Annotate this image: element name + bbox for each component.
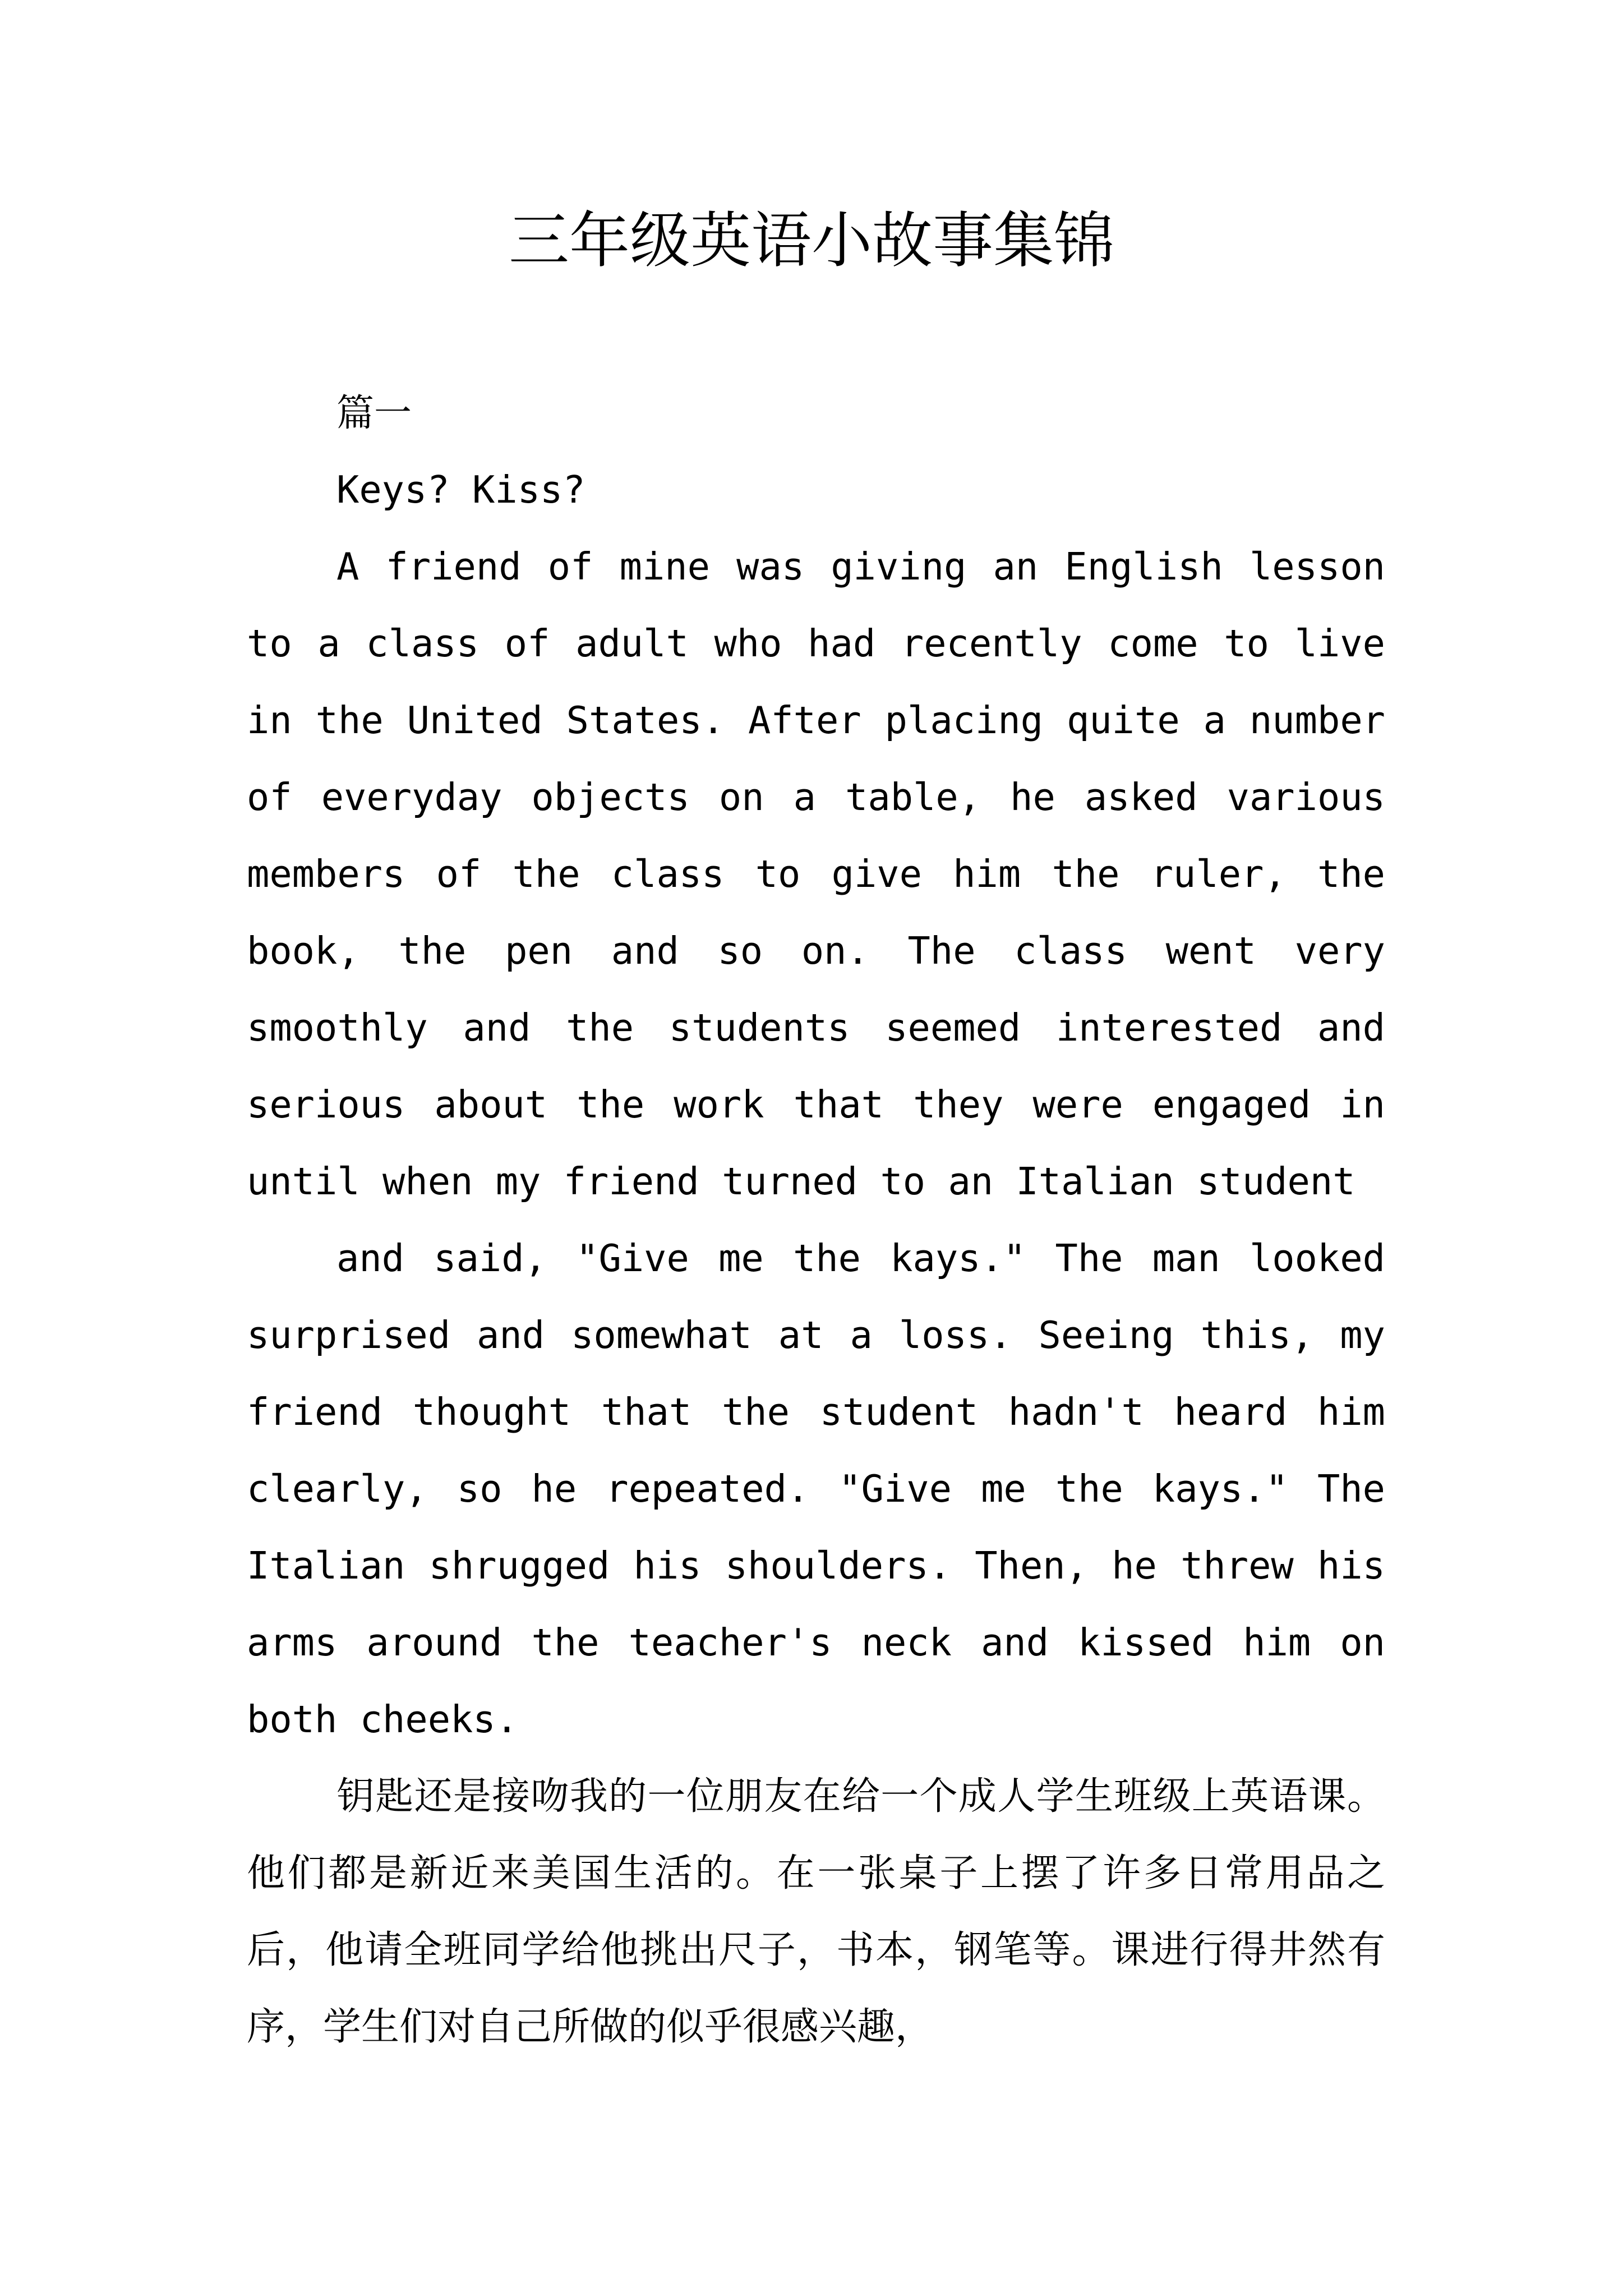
paragraph-2: and said, "Give me the kays." The man looked surprised and somewhat at a loss. Seeing this, my friend thought that the student hadn't heard him clearly, so he repeated. "Give me the kays." The Italian shrugged his shoulders. Then, he threw his arms around the teacher's neck and kissed him on both cheeks. — [247, 1236, 1385, 1741]
document-title: 三年级英语小故事集锦 — [508, 206, 1114, 276]
story-title: Keys? Kiss? — [336, 468, 585, 512]
paragraph-3-chinese: 钥匙还是接吻我的一位朋友在给一个成人学生班级上英语课。他们都是新近来美国生活的。在一张桌子上摆了许多日常用品之后，他请全班同学给他挑出尺子，书本，钢笔等。课进行得井然有序，学生们对自己所做的似乎很感兴趣， — [247, 1774, 1385, 2049]
section-label: 篇一 — [336, 391, 412, 435]
paragraph-1: A friend of mine was giving an English lesson to a class of adult who had recently come to live in the United States. After placing quite a number of everyday objects on a table, he asked various members of the class to give him the ruler, the book, the pen and so on. The class went very smoothly and the students seemed interested and serious about the work that they were engaged in until when my friend turned to an Italian student — [247, 545, 1385, 1203]
document-body — [247, 375, 1385, 2065]
